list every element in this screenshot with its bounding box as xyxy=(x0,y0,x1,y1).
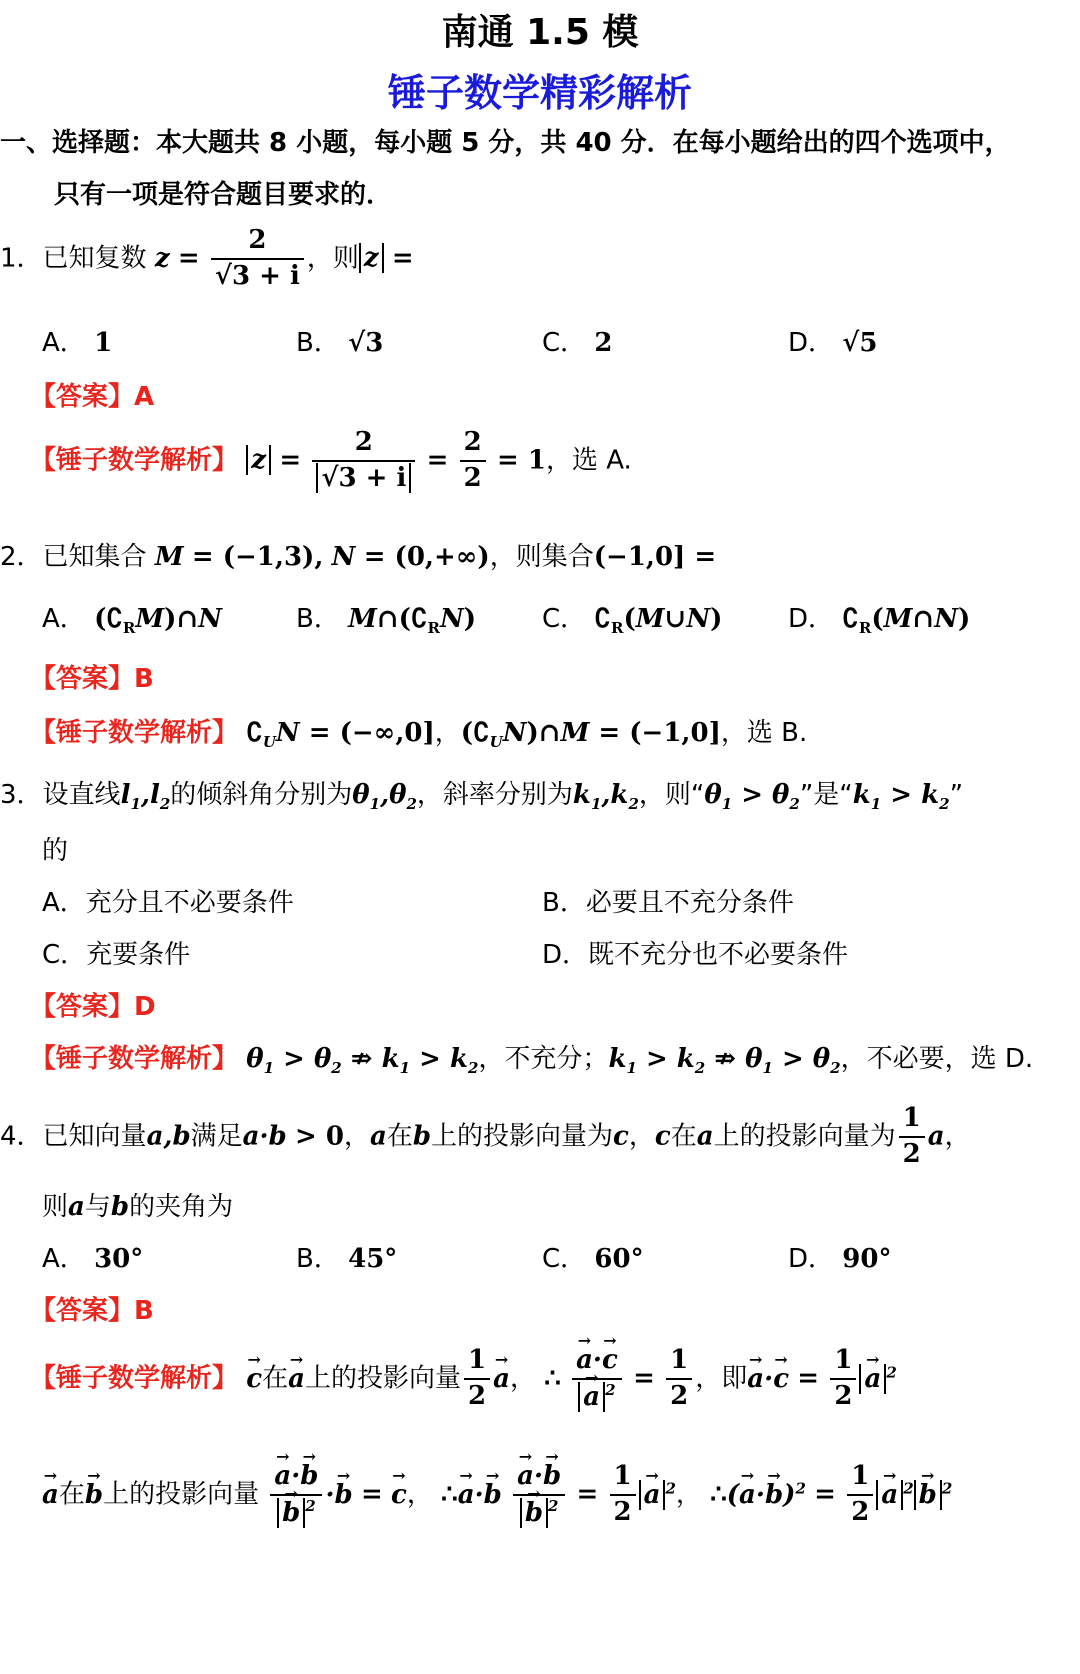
answer-1: 【答案】A xyxy=(30,382,155,412)
question-1: 1．已知复数 z = $\frac{2}{√3 + i}$ ，则 z = xyxy=(0,225,414,291)
analysis-1: 【锤子数学解析】 z = $\frac{2}{√3 + i}$ = $\frac{2}{2}$ = 1，选 A. xyxy=(30,427,632,493)
question-4-line2: 则a与b的夹角为 xyxy=(42,1192,234,1222)
answer-2: 【答案】B xyxy=(30,664,154,694)
section-heading-line1: 一、选择题：本大题共 8 小题，每小题 5 分，共 40 分．在每小题给出的四个选项中， xyxy=(0,128,1011,158)
math-expr: z xyxy=(154,243,170,274)
option-b: B． √3 xyxy=(296,328,384,358)
section-heading-line2: 只有一项是符合题目要求的． xyxy=(54,180,393,210)
analysis-2: 【锤子数学解析】 $∁_UN = (-\infty,0]$，$(∁_UN)\cap M = (-1,0]$，选 B. xyxy=(30,718,808,752)
page-subtitle: 锤子数学精彩解析 xyxy=(387,71,692,115)
question-3: 3．设直线$l_1,l_2$的倾斜角分别为$\theta_1,\theta_2$，斜率分别为$k_1,k_2$，则“$\theta_1 > \theta_2$”是“$k_1 > k_2$” xyxy=(0,780,964,814)
option-d: D．既不充分也不必要条件 xyxy=(542,940,849,970)
option-b: B． $M\cap(∁_RN)$ xyxy=(296,604,477,638)
analysis-3: 【锤子数学解析】 $\theta_1 > \theta_2$ ⇏ $k_1 > k_2$，不充分；$k_1 > k_2$ ⇏ $\theta_1 > \theta_2$，不必要，选 D. xyxy=(30,1044,1034,1078)
option-d: D． $∁_R(M\cap N)$ xyxy=(788,604,971,638)
option-b: B． 45° xyxy=(296,1244,398,1274)
question-3-line2: 的 xyxy=(42,836,69,866)
option-c: C． 2 xyxy=(542,328,613,358)
analysis-4-line1: 【锤子数学解析】 → c在→ a上的投影向量 $\frac{1}{2}$ → a， ∴ → a·→ c → a $^2$ = $\frac{1}{2}$ ，即→ a·→ c = $\frac{1}{2}$ → a $^2$ xyxy=(30,1346,897,1412)
option-a: A．充分且不必要条件 xyxy=(42,888,294,918)
question-text: 已知复数 xyxy=(42,243,147,274)
option-a: A． 1 xyxy=(42,328,113,358)
option-a: A． $(∁_RM)\cap N$ xyxy=(42,604,223,638)
option-c: C． 60° xyxy=(542,1244,644,1274)
page-title: 南通 1.5 模 xyxy=(441,12,639,53)
option-c: C．充要条件 xyxy=(42,940,191,970)
analysis-4-line2: → a在→ b上的投影向量 → a·→ b → b $^2$ ·→ b = → c， ∴→ a·→ b → a·→ b → b $^2$ = $\frac{1}{2}$ → a $^2$， ∴(→ a·→ b)$^2$ = $\frac{1}{2}$ → a $^2$→ b $^2$ xyxy=(42,1462,952,1528)
option-a: A． 30° xyxy=(42,1244,144,1274)
question-number: 1． xyxy=(0,243,43,274)
question-2: 2．已知集合 M = (−1,3), N = (0,+∞)，则集合(−1,0] = xyxy=(0,542,717,572)
question-4: 4．已知向量a,b满足a·b > 0，a在b上的投影向量为c，c在a上的投影向量为 $\frac{1}{2}$ a， xyxy=(0,1103,971,1169)
answer-3: 【答案】D xyxy=(30,992,156,1022)
option-d: D． 90° xyxy=(788,1244,892,1274)
option-c: C． $∁_R(M\cup N)$ xyxy=(542,604,723,638)
answer-4: 【答案】B xyxy=(30,1296,154,1326)
fraction: $\frac{2}{√3 + i}$ xyxy=(211,226,304,292)
option-d: D． √5 xyxy=(788,328,878,358)
option-b: B．必要且不充分条件 xyxy=(542,888,794,918)
